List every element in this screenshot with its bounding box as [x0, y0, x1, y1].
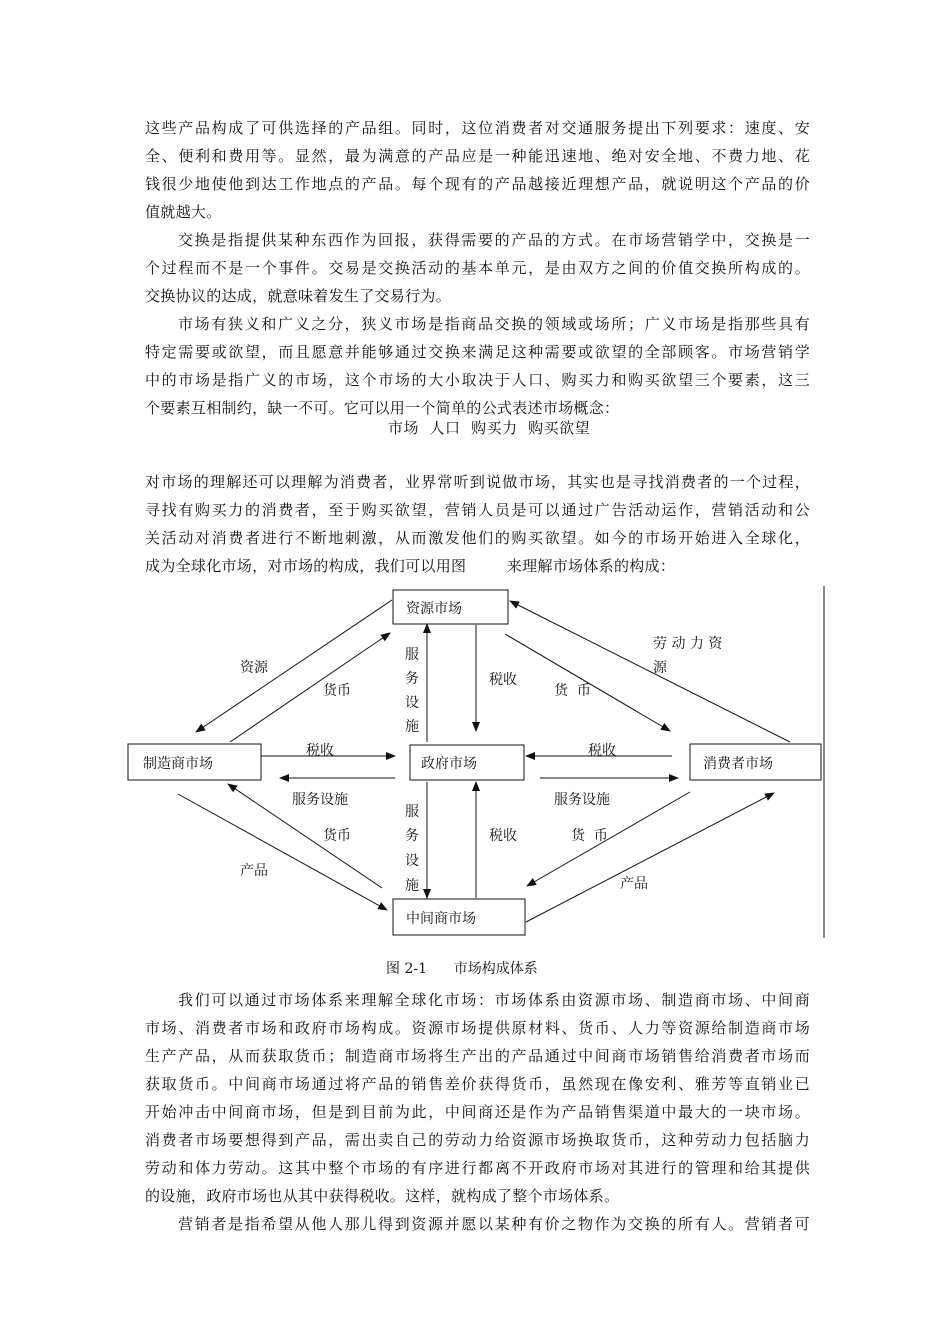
arrow-manufacturer-to-resource [230, 633, 390, 742]
arrow-resource-to-manufacturer [196, 600, 392, 732]
arrow-middleman-to-consumer [526, 793, 774, 922]
arrow-consumer-to-resource [510, 601, 790, 742]
label-service-top-3: 设 [405, 695, 419, 711]
text-line: 劳动和体力劳动。这其中整个市场的有序进行都离不开政府市场对其进行的管理和给其提供 [145, 1159, 810, 1177]
label-service-bottom-3: 设 [405, 853, 419, 869]
label-product-left: 产品 [240, 863, 268, 879]
label-labor-line-1: 劳 动 力 资 [653, 636, 723, 652]
text-line: 关活动对消费者进行不断地刺激，从而激发他们的购买欲望。如今的市场开始进入全球化， [145, 529, 810, 547]
text-line: 的设施，政府市场也从其中获得税收。这样，就构成了整个市场体系。 [145, 1187, 620, 1205]
label-currency-top-right: 货 币 [554, 683, 591, 699]
label-resources: 资源 [240, 660, 268, 676]
text-line: 生产产品，从而获取货币；制造商市场将生产出的产品通过中间商市场销售给消费者市场而 [145, 1047, 810, 1065]
middleman-market-box [393, 899, 525, 935]
text-line: 获取货币。中间商市场通过将产品的销售差价获得货币，虽然现在像安利、雅芳等直销业已 [145, 1075, 810, 1093]
text-line: 消费者市场要想得到产品，需出卖自己的劳动力给资源市场换取货币，这种劳动力包括脑力 [145, 1131, 810, 1149]
label-tax-right: 税收 [588, 743, 616, 759]
manufacturer-market-box [128, 744, 261, 780]
text-line: 钱很少地使他到达工作地点的产品。每个现有的产品越接近理想产品，就说明这个产品的价 [145, 175, 810, 193]
text-line: 这些产品构成了可供选择的产品组。同时，这位消费者对交通服务提出下列要求：速度、安 [145, 119, 810, 137]
figure-caption: 图 2-1 市场构成体系 [386, 961, 538, 977]
arrow-manufacturer-to-middleman [178, 794, 387, 910]
text-line: 成为全球化市场，对市场的构成，我们可以用图 来理解市场体系的构成： [145, 557, 676, 575]
label-currency-bottom-right: 货 币 [571, 828, 608, 844]
text-line: 中的市场是指广义的市场，这个市场的大小取决于人口、购买力和购买欲望三个要素，这三 [145, 371, 810, 389]
government-market-label: 政府市场 [421, 756, 477, 772]
text-line: 我们可以通过市场体系来理解全球化市场：市场体系由资源市场、制造商市场、中间商 [178, 991, 810, 1009]
text-line: 市场有狭义和广义之分，狭义市场是指商品交换的领域或场所；广义市场是指那些具有 [178, 315, 810, 333]
label-currency-bottom-left: 货币 [323, 828, 351, 844]
text-line: 交换协议的达成，就意味着发生了交易行为。 [145, 287, 452, 305]
label-service-bottom-2: 务 [405, 828, 419, 844]
label-service-left: 服务设施 [292, 792, 348, 808]
market-formula: 市场 人口 购买力 购买欲望 [388, 419, 591, 437]
label-service-top-4: 施 [405, 719, 419, 735]
label-tax-bottom: 税收 [489, 828, 517, 844]
resource-market-label: 资源市场 [406, 601, 462, 617]
label-service-bottom-1: 服 [405, 804, 419, 820]
text-line: 对市场的理解还可以理解为消费者，业界常听到说做市场，其实也是寻找消费者的一个过程， [145, 473, 810, 491]
text-line: 全、便利和费用等。显然，最为满意的产品应是一种能迅速地、绝对安全地、不费力地、花 [145, 147, 810, 165]
label-currency-top-left: 货币 [323, 683, 351, 699]
consumer-market-label: 消费者市场 [703, 756, 773, 772]
label-tax-left: 税收 [306, 743, 334, 759]
government-market-box [410, 745, 524, 780]
text-line: 营销者是指希望从他人那儿得到资源并愿以某种有价之物作为交换的所有人。营销者可 [178, 1215, 810, 1233]
text-line: 特定需要或欲望，而且愿意并能够通过交换来满足这种需要或欲望的全部顾客。市场营销学 [145, 343, 810, 361]
consumer-market-box [690, 744, 821, 780]
resource-market-box [393, 590, 508, 624]
label-service-bottom-4: 施 [405, 878, 419, 894]
label-labor-line-2: 源 [653, 660, 667, 676]
text-line: 交换是指提供某种东西作为回报，获得需要的产品的方式。在市场营销学中，交换是一 [178, 231, 810, 249]
label-service-right: 服务设施 [554, 792, 610, 808]
text-line: 个要素互相制约，缺一不可。它可以用一个简单的公式表述市场概念： [145, 399, 620, 417]
text-line: 开始冲击中间商市场，但是到目前为此，中间商还是作为产品销售渠道中最大的一块市场。 [145, 1103, 810, 1121]
text-line: 个过程而不是一个事件。交易是交换活动的基本单元，是由双方之间的价值交换所构成的。 [145, 259, 810, 277]
label-service-top-2: 务 [405, 671, 419, 687]
manufacturer-market-label: 制造商市场 [143, 756, 213, 772]
label-product-right: 产品 [620, 876, 648, 892]
text-line: 市场、消费者市场和政府市场构成。资源市场提供原材料、货币、人力等资源给制造商市场 [145, 1019, 810, 1037]
label-tax-top: 税收 [489, 672, 517, 688]
label-service-top-1: 服 [405, 647, 419, 663]
text-line: 寻找有购买力的消费者，至于购买欲望，营销人员是可以通过广告活动运作，营销活动和公 [145, 501, 810, 519]
middleman-market-label: 中间商市场 [406, 911, 476, 927]
text-line: 值就越大。 [145, 203, 222, 221]
